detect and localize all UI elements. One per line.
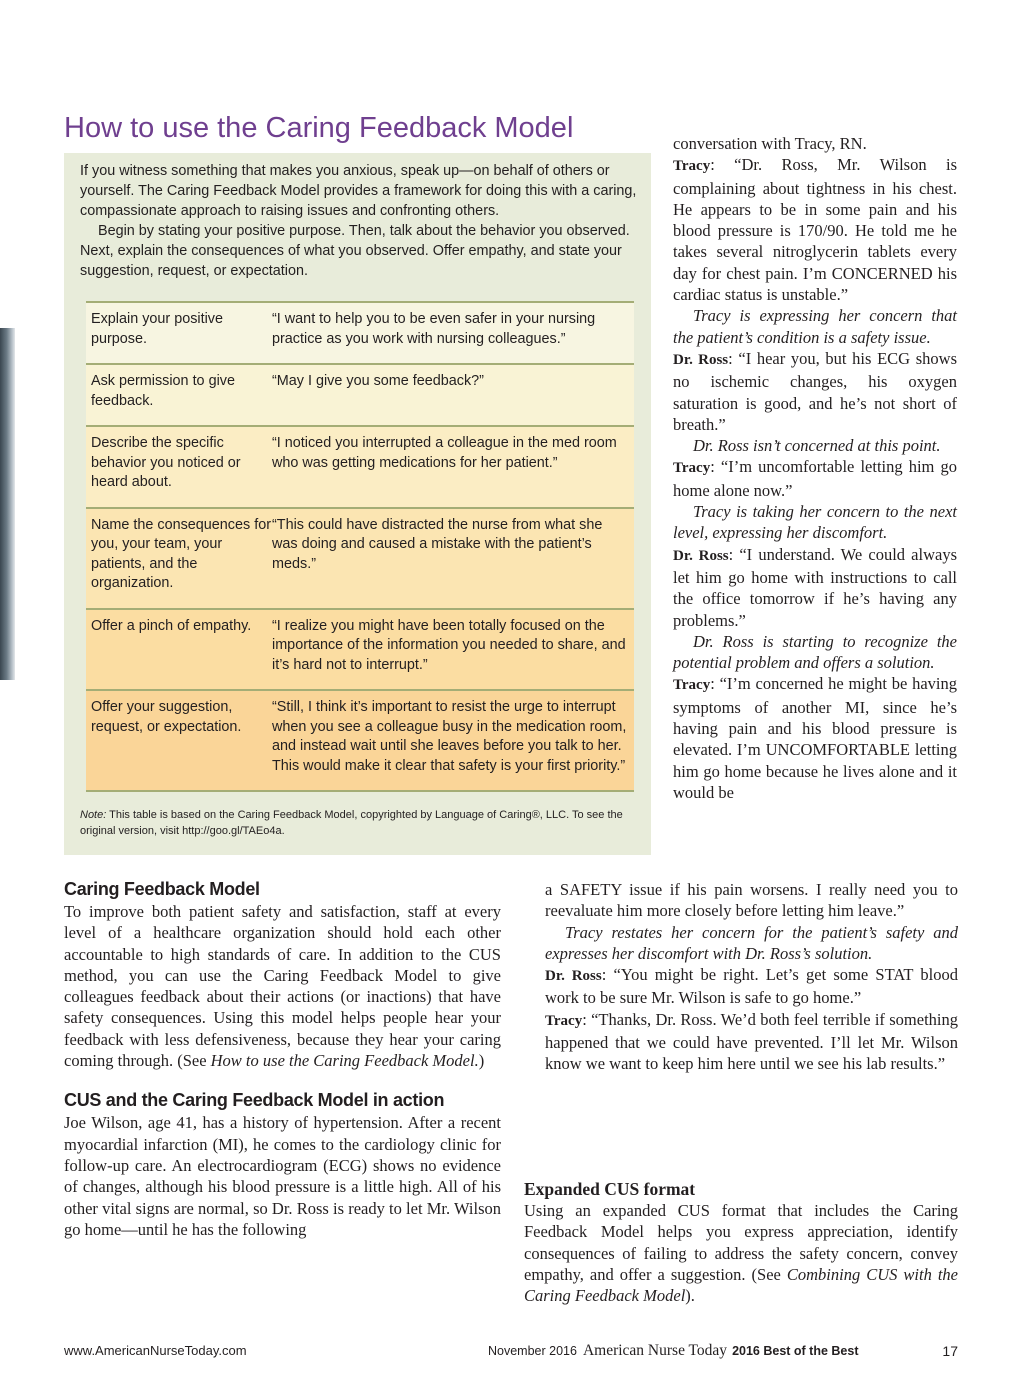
body-paragraph: Joe Wilson, age 41, has a history of hypertension. After a recent myocardial infarction (MI), he comes to the cardiology clinic for follow-up care. An electrocardiogram (ECG) shows no evidence of changes, although his blood pressure is a little high. All of his other vital signs are normal, so Dr. Ross is ready to let Mr. Wilson go home—until he has the following <box>64 1113 501 1239</box>
table-row <box>86 427 634 509</box>
sidebar-box <box>64 153 651 855</box>
page-footer <box>64 1340 958 1362</box>
speaker-name: Tracy <box>673 460 711 477</box>
example-cell: “May I give you some feedback?” <box>272 373 484 389</box>
commentary: Dr. Ross is starting to recognize the potential problem and offers a solution. <box>673 631 957 673</box>
step-cell: Name the consequences for you, your team, your patients, and the organization. <box>91 516 271 591</box>
speaker-name: Dr. Ross <box>545 968 602 985</box>
note-label: Note: <box>80 809 107 821</box>
table-row <box>86 691 634 792</box>
dialogue-continuation: a SAFETY issue if his pain worsens. I really need you to reevaluate him more closely before letting him leave.” <box>545 880 958 921</box>
commentary: Dr. Ross isn’t concerned at this point. <box>693 436 941 456</box>
step-cell: Explain your positive purpose. <box>91 311 223 347</box>
intro-paragraph: If you witness something that makes you anxious, speak up—on behalf of others or yourself. The Caring Feedback Model provides a framework for doing this with a caring, compassionate approach to raising issues and confronting others. <box>80 163 637 219</box>
dialogue-line: Tracy: “Dr. Ross, Mr. Wilson is complaining about tightness in his chest. He appears to be in some pain and his blood pressure is 170/90. He told me he takes several nitroglycerin tablets every day for chest pain. I’m CONCERNED his cardiac status is unstable.” <box>673 155 957 305</box>
feedback-table <box>86 301 634 792</box>
table-row <box>86 303 634 365</box>
dialogue-line: Dr. Ross: “I understand. We could always let him go home with instructions to call the office tomorrow if he’s having any problems.” <box>673 544 957 630</box>
section-heading: Caring Feedback Model <box>64 879 260 899</box>
footer-date: November 2016 <box>488 1344 577 1358</box>
note-text: This table is based on the Caring Feedback Model, copyrighted by Language of Caring®, LLC. To see the original version, visit http://goo.gl/TAEo4a. <box>80 809 623 837</box>
sidebar-intro <box>80 161 642 281</box>
speaker-name: Dr. Ross <box>673 351 729 368</box>
example-cell: “I noticed you interrupted a colleague in the med room who was getting medications for her patient.” <box>272 435 617 471</box>
sidebar-title: How to use the Caring Feedback Model <box>64 112 574 144</box>
example-cell: “I want to help you to be even safer in your nursing practice as you work with nursing colleagues.” <box>272 311 596 347</box>
commentary: Tracy is taking her concern to the next level, expressing her discomfort. <box>673 502 957 543</box>
table-row <box>86 509 634 610</box>
body-paragraph: conversation with Tracy, RN. <box>673 134 867 153</box>
body-paragraph: Using an expanded CUS format that includes the Caring Feedback Model helps you express appreciation, identify consequences of failing to address the safety concern, convey empathy, and offer a suggestion. (See Combining CUS with the Caring Feedback Model). <box>524 1201 958 1306</box>
dialogue-line: Tracy: “I’m concerned he might be having symptoms of another MI, since he’s having pain and his blood pressure is elevated. I’m UNCOMFORTABLE letting him go home because he lives alone and it would be <box>673 674 957 802</box>
example-cell: “I realize you might have been totally focused on the importance of the information you needed to share, and it’s hard not to interrupt.” <box>272 617 626 673</box>
dialogue-line: Dr. Ross: “You might be right. Let’s get some STAT blood work to be sure Mr. Wilson is safe to go home.” <box>545 965 959 1008</box>
speaker-name: Tracy <box>673 677 711 694</box>
example-cell: “Still, I think it’s important to resist the urge to interrupt when you see a colleague busy in the medication room, and instead wait until she leaves before you talk to her. This would make it clear that safety is your first priority.” <box>272 699 627 774</box>
step-cell: Describe the specific behavior you noticed or heard about. <box>91 435 241 490</box>
step-cell: Offer a pinch of empathy. <box>91 617 252 634</box>
footer-publication <box>488 1340 859 1362</box>
section-heading: CUS and the Caring Feedback Model in action <box>64 1090 445 1111</box>
cross-reference: Combining CUS with the Caring Feedback Model <box>524 1264 958 1306</box>
step-cell: Offer your suggestion, request, or expectation. <box>91 699 242 735</box>
table-row <box>86 365 634 427</box>
footer-url: www.AmericanNurseToday.com <box>64 1343 247 1358</box>
body-paragraph: To improve both patient safety and satisfaction, staff at every level of a healthcare organization should hold each other accountable to high standards of care. In addition to the CUS method, you can use the Caring Feedback Model to give colleagues feedback about their actions (or inactions) that have safety consequences. Using this model helps people hear your feedback with less defensiveness, because they hear your caring coming through. (See How to use the Caring Feedback Model.) <box>64 902 501 1071</box>
speaker-name: Dr. Ross <box>673 547 729 564</box>
table-row <box>86 610 634 692</box>
dialogue-line: Tracy: “I’m uncomfortable letting him go home alone now.” <box>673 457 957 500</box>
example-cell: “This could have distracted the nurse from what she was doing and caused a mistake with the patient’s meds.” <box>272 516 603 572</box>
right-column-top <box>673 133 957 803</box>
section-heading: Expanded CUS format <box>524 1179 696 1199</box>
right-column-wide <box>545 879 958 1075</box>
intro-paragraph: Begin by stating your positive purpose. Then, talk about the behavior you observed. Next, explain the consequences of what you observed. Offer empathy, and state your suggestion, request, or expectation. <box>80 223 630 279</box>
dialogue-line: Tracy: “Thanks, Dr. Ross. We’d both feel terrible if something happened that we could have prevented. I’ll let Mr. Wilson know we want to keep him here until we see his lab results.” <box>545 1009 958 1074</box>
table-note <box>80 807 635 839</box>
commentary: Tracy is expressing her concern that the patient’s condition is a safety issue. <box>673 306 957 347</box>
commentary: Tracy restates her concern for the patient’s safety and expresses her discomfort with Dr. Ross’s solution. <box>545 922 958 963</box>
footer-journal: American Nurse Today <box>582 1342 728 1359</box>
cross-reference: How to use the Caring Feedback Model. <box>210 1051 479 1071</box>
dialogue-line: Dr. Ross: “I hear you, but his ECG shows no ischemic changes, his oxygen saturation is good, and he’s not short of breath.” <box>673 348 957 434</box>
left-column <box>64 877 501 1240</box>
speaker-name: Tracy <box>673 158 711 175</box>
footer-issue: 2016 Best of the Best <box>732 1344 859 1358</box>
page-number: 17 <box>942 1343 958 1359</box>
step-cell: Ask permission to give feedback. <box>91 373 235 409</box>
photo-edge <box>0 328 15 680</box>
speaker-name: Tracy <box>545 1012 583 1029</box>
right-column-bottom <box>524 1178 958 1306</box>
